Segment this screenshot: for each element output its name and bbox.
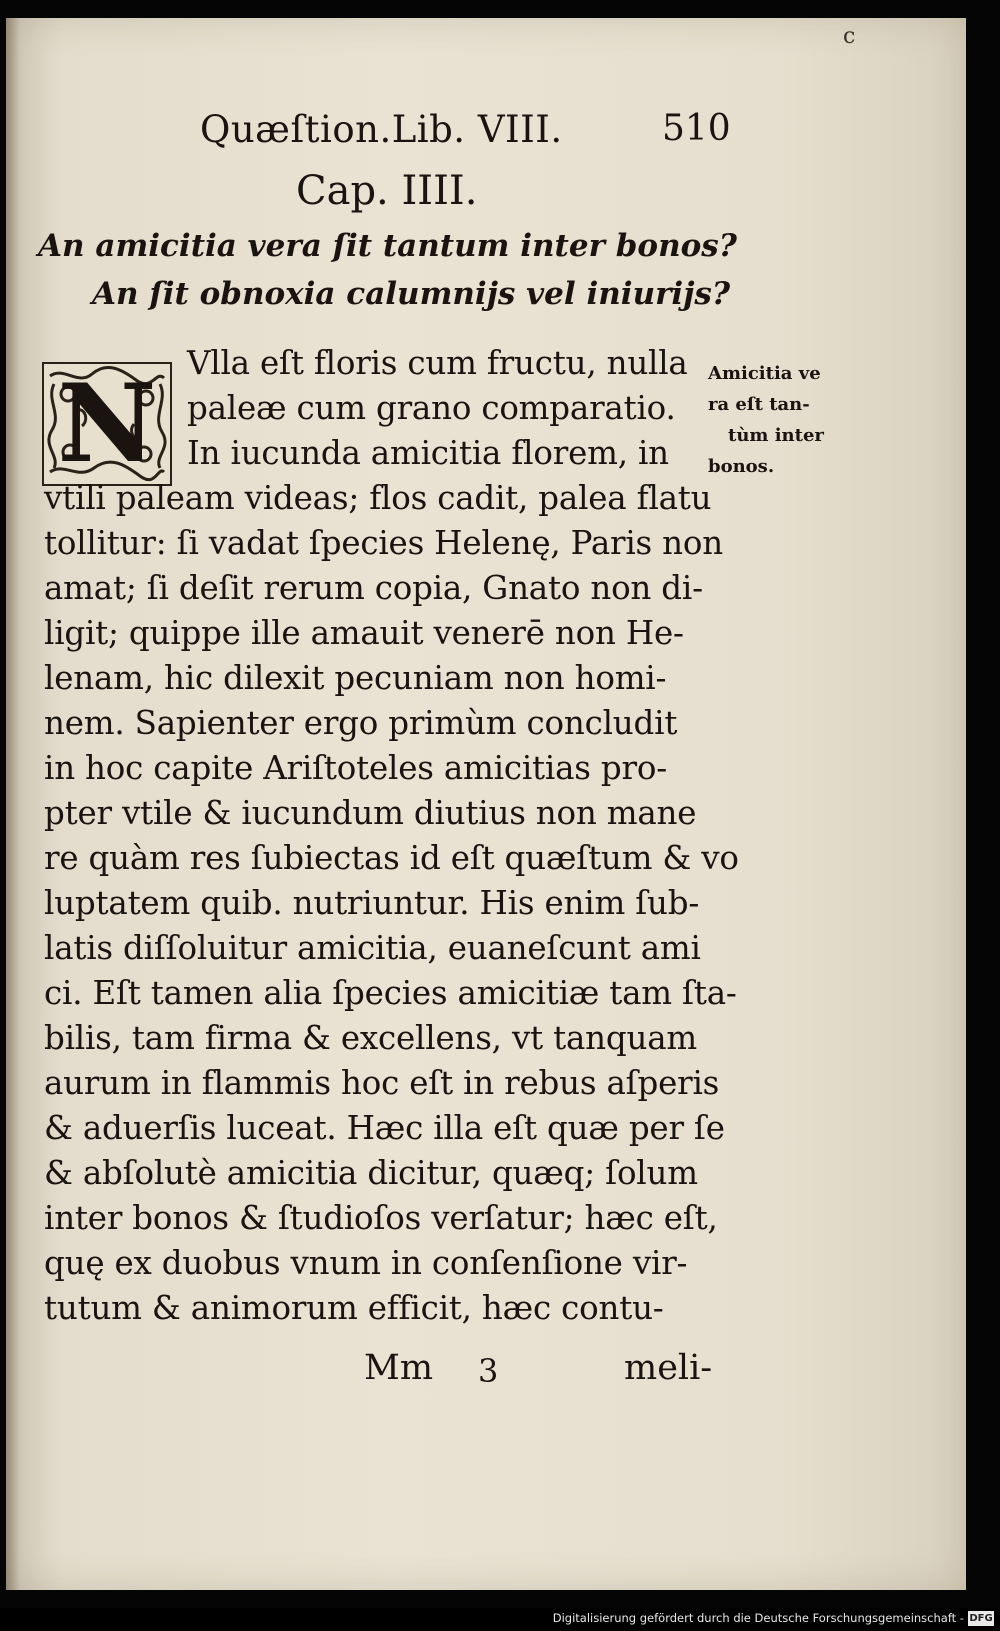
body-line: bilis, tam firma & excellens, vt tanquam (44, 1019, 697, 1057)
chapter-title-line-2: An ſit obnoxia calumnijs vel iniurijs? (92, 276, 731, 312)
chapter-label: Cap. IIII. (296, 168, 478, 214)
page-number: 510 (662, 108, 731, 149)
signature-mark: Mm (364, 1348, 434, 1388)
body-line: pter vtile & iucundum diutius non mane (44, 794, 697, 832)
body-line: & aduerſis luceat. Hæc illa eſt quæ per ſe (44, 1109, 725, 1147)
marginal-note-line: tùm inter (728, 425, 824, 446)
marginal-note-line: ra eſt tan- (708, 394, 810, 415)
dfg-logo: DFG (969, 1613, 993, 1624)
decorated-initial (42, 362, 172, 486)
catchword: meli- (624, 1348, 713, 1388)
body-line: paleæ cum grano comparatio. (187, 389, 676, 427)
digitization-notice-text: Digitalisierung gefördert durch die Deutsche Forschungsgemeinschaft - (552, 1611, 964, 1625)
body-line: aurum in flammis hoc eſt in rebus aſperis (44, 1064, 720, 1102)
body-line: vtili paleam videas; flos cadit, palea flatu (44, 479, 712, 517)
marginal-note-line: bonos. (708, 456, 775, 477)
body-line: In iucunda amicitia florem, in (187, 434, 669, 472)
marginal-note (708, 358, 853, 482)
dropcap-letter: N (57, 362, 157, 486)
page-gutter-shadow (6, 18, 20, 1590)
body-line: ci. Eſt tamen alia ſpecies amicitiæ tam ſta- (44, 974, 737, 1012)
body-line: lenam, hic dilexit pecuniam non homi- (44, 659, 667, 697)
body-line: nem. Sapienter ergo primùm concludit (44, 704, 678, 742)
chapter-title-line-1: An amicitia vera ſit tantum inter bonos? (38, 228, 737, 264)
body-line: luptatem quib. nutriuntur. His enim ſub- (44, 884, 700, 922)
digitization-notice-bar (0, 1608, 1000, 1631)
body-line: quę ex duobus vnum in conſenſione vir- (44, 1244, 688, 1282)
marginal-note-line: Amicitia ve (708, 363, 821, 384)
body-line: ligit; quippe ille amauit venerē non He- (44, 614, 684, 652)
body-line: latis diſſoluitur amicitia, euaneſcunt ami (44, 929, 701, 967)
body-line: in hoc capite Ariſtoteles amicitias pro- (44, 749, 667, 787)
signature-number: 3 (478, 1352, 499, 1390)
stray-mark: c (843, 24, 856, 49)
running-title: Quæſtion.Lib. VIII. (200, 108, 563, 151)
body-line: Vlla eſt floris cum fructu, nulla (187, 344, 688, 382)
body-line: inter bonos & ſtudioſos verſatur; hæc eſt, (44, 1199, 718, 1237)
body-line: re quàm res ſubiectas id eſt quæſtum & vo (44, 839, 739, 877)
body-line: amat; ſi deſit rerum copia, Gnato non di- (44, 569, 703, 607)
body-line: tutum & animorum efficit, hæc contu- (44, 1289, 664, 1327)
body-line: tollitur: ſi vadat ſpecies Helenę, Paris non (44, 524, 723, 562)
body-line: & abſolutè amicitia dicitur, quæq; ſolum (44, 1154, 698, 1192)
